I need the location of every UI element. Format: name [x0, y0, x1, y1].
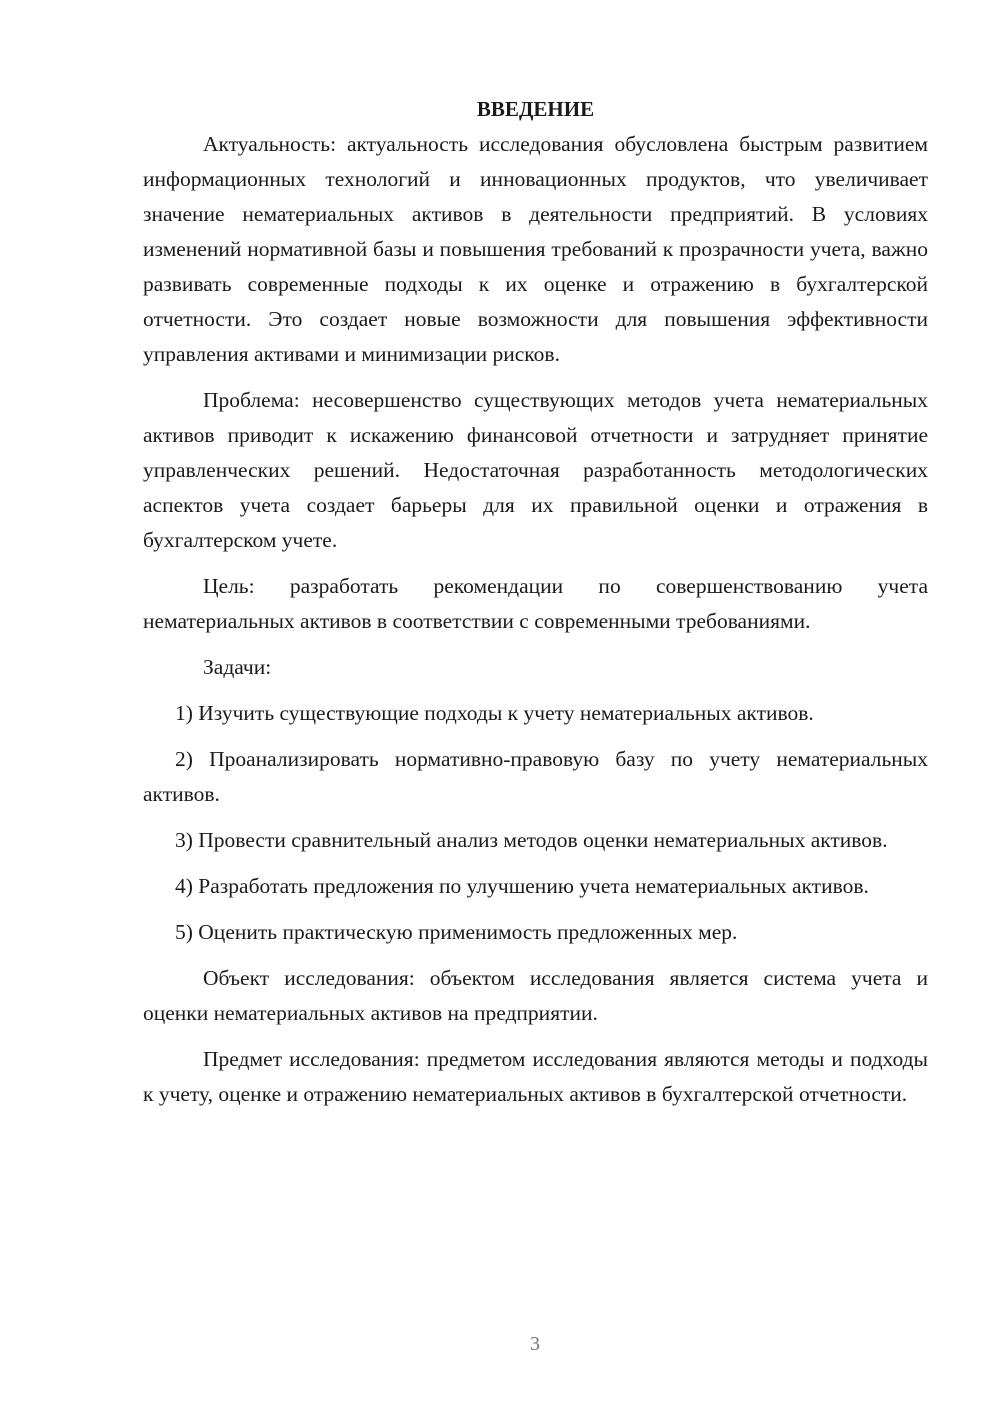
- task-item: 1) Изучить существующие подходы к учету нематериальных активов.: [175, 701, 814, 725]
- page-title: ВВЕДЕНИЕ: [476, 97, 595, 121]
- problem-paragraph: Проблема: несовершенство существующих методов учета нематериальных активов приводит к искажению финансовой отчетности и затрудняет принятие управленческих решений. Недостаточная разработанность методологических аспектов учета создает барьеры для их правильной оценки и отражения в бухгалтерском учете.: [143, 388, 928, 552]
- task-item: 4) Разработать предложения по улучшению учета нематериальных активов.: [175, 874, 869, 898]
- task-item: 5) Оценить практическую применимость предложенных мер.: [175, 920, 738, 944]
- tasks-label: Задачи:: [203, 655, 272, 679]
- goal-paragraph: Цель: разработать рекомендации по совершенствованию учета нематериальных активов в соответствии с современными требованиями.: [143, 574, 928, 633]
- relevance-paragraph: Актуальность: актуальность исследования обусловлена быстрым развитием информационных технологий и инновационных продуктов, что увеличивает значение нематериальных активов в деятельности предприятий. В условиях изменений нормативной базы и повышения требований к прозрачности учета, важно развивать современные подходы к их оценке и отражению в бухгалтерской отчетности. Это создает новые возможности для повышения эффективности управления активами и минимизации рисков.: [143, 132, 928, 366]
- object-paragraph: Объект исследования: объектом исследования является система учета и оценки нематериальных активов на предприятии.: [143, 966, 928, 1025]
- subject-paragraph: Предмет исследования: предметом исследования являются методы и подходы к учету, оценке и отражению нематериальных активов в бухгалтерской отчетности.: [143, 1047, 928, 1106]
- document-page: [143, 92, 928, 1123]
- task-item: 2) Проанализировать нормативно-правовую базу по учету нематериальных активов.: [143, 747, 928, 806]
- task-item: 3) Провести сравнительный анализ методов оценки нематериальных активов.: [175, 828, 888, 852]
- page-number: 3: [530, 1333, 540, 1355]
